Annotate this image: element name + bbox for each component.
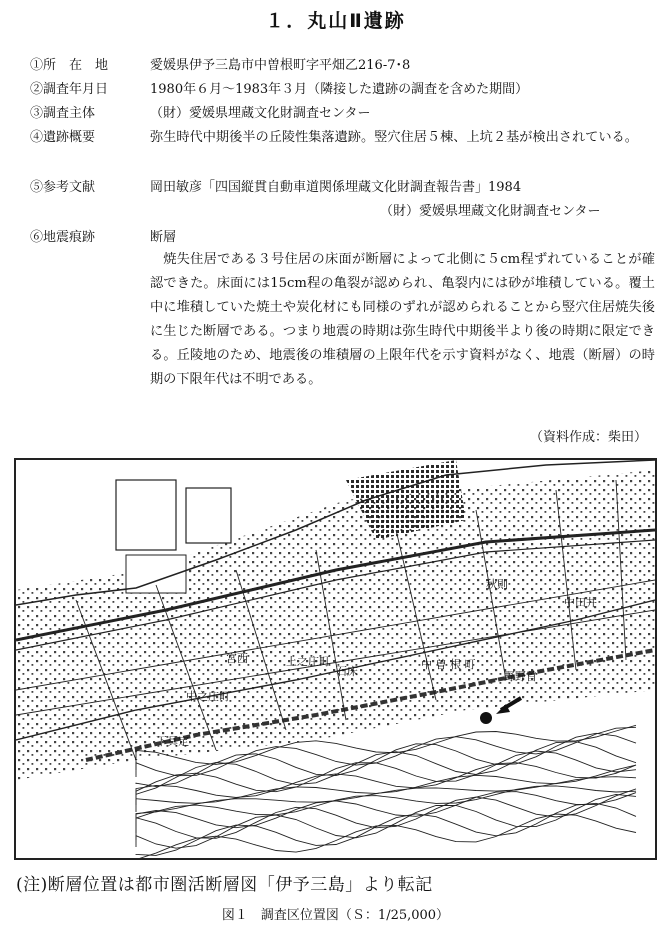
- map-note: (注)断層位置は都市圏活断層図「伊予三島」より転記: [16, 875, 433, 895]
- map-label-shimonosho: 下具定: [156, 735, 189, 748]
- field-label: ②調査年月日: [30, 82, 109, 97]
- field-label: ⑤参考文献: [30, 180, 96, 195]
- map-label-nakasone: 中 曽 根 町: [421, 658, 476, 671]
- author-credit: （資料作成：柴田）: [529, 430, 647, 445]
- figure-caption: 図１ 調査区位置図（Ｓ：1/25,000）: [221, 908, 450, 923]
- field-value: （財）愛媛県埋蔵文化財調査センター: [150, 106, 371, 121]
- map-label-akiya: 秋則: [486, 578, 508, 591]
- map-label-ishidoko: 石床: [336, 665, 358, 678]
- summary-text: 弥生時代中期後半の丘陵性集落遺跡。竪穴住居５棟、上坑２基が検出されている。: [150, 130, 638, 145]
- field-value: 断層: [150, 230, 177, 245]
- page-title: １．丸山Ⅱ遺跡: [265, 10, 406, 32]
- map-label-nakanosho: 中之庄町: [186, 690, 230, 703]
- field-label: ④遺跡概要: [30, 130, 96, 145]
- reference-publisher: （財）愛媛県埋蔵文化財調査センター: [380, 204, 601, 219]
- map-label-nosho: 野野首: [504, 670, 537, 683]
- map-label-miyanishi: 宮西: [226, 652, 248, 665]
- field-value: 愛媛県伊予三島市中曽根町字平畑乙216-7･8: [150, 58, 411, 73]
- field-label: ⑥地震痕跡: [30, 230, 96, 245]
- field-label: ③調査主体: [30, 106, 96, 121]
- field-label: ①所 在 地: [30, 58, 109, 73]
- map-label-kaminosho: 上之庄町: [286, 655, 330, 668]
- map-label-nakada: 中田井: [564, 596, 597, 609]
- location-map: [14, 458, 657, 860]
- field-value: 岡田敏彦「四国縦貫自動車道関係埋蔵文化財調査報告書」1984: [150, 180, 522, 195]
- field-value: 1980年６月～1983年３月（隣接した遺跡の調査を含めた期間）: [150, 82, 529, 97]
- body-paragraph: 焼失住居である３号住居の床面が断層によって北側に５cm程ずれていることが確認できた。床面には15cm程の亀裂が認められ、亀裂内には砂が堆積している。覆土中に堆積していた焼土や炭化材にも同様のずれが認められることから竪穴住居焼失後に生じた断層である。つまり地震の時期は弥生時代中期後半より後の時期に限定できる。丘陵地のため、地震後の堆積層の上限年代を示す資料がなく、地震（断層）の時期の下限年代は不明である。: [150, 252, 655, 387]
